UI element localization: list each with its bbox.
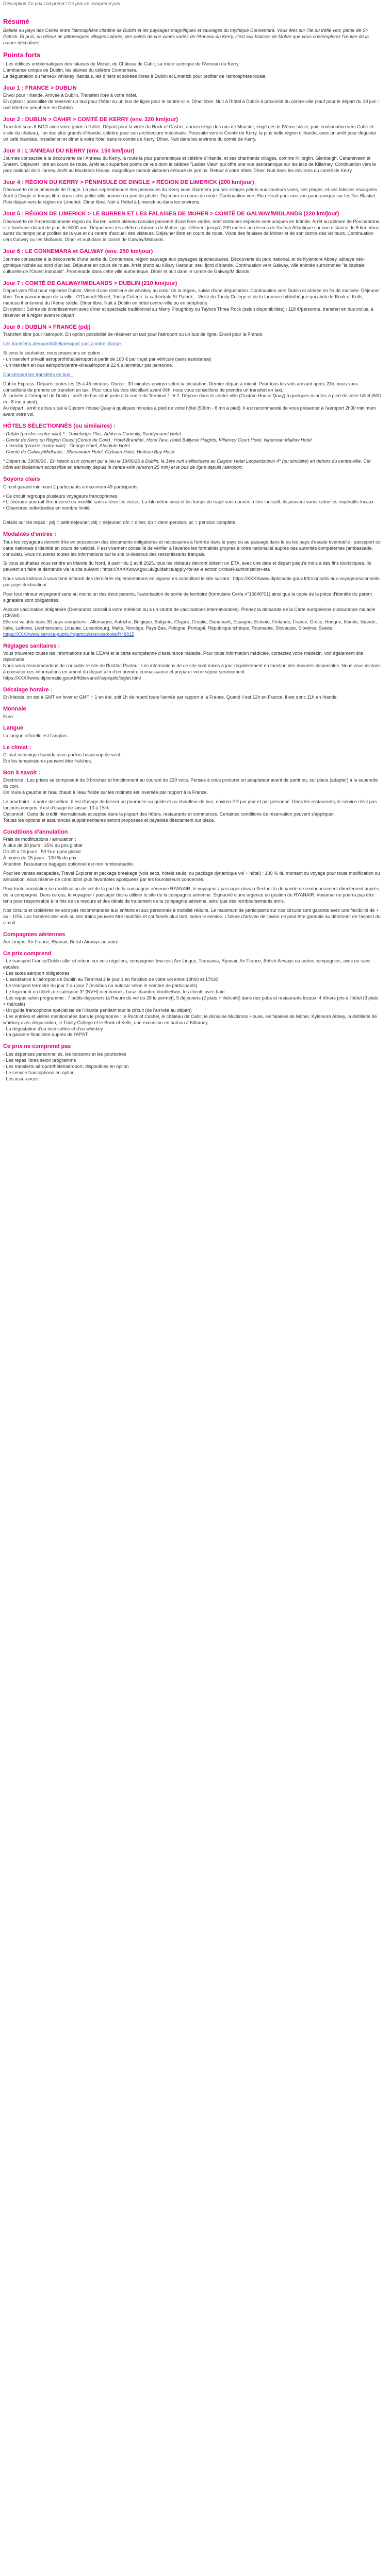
prix-comprend-item: - Un guide francophone spécialiste de l'Irlande pendant tout le circuit (de l'arrivée au départ)	[3, 1007, 192, 1013]
day-text: Découverte de l'impressionnante région du Burren, vaste plateau calcaire parsemé d'une flore variée, dont certaines espèces sont uniques en Irlande. Arrêt au dolmen de Poulnabrone, site funéraire datant de plus de 5000 ans. Départ vers les célèbres falaises de Moher, qui s'élèvent jusqu'à 200 mètres au-dessus de l'océan Atlantique sur une distance de 8 km. Vous aurez du temps pour profiter de la vue et du centre d'accueil des visiteurs. Déjeuner libre en cours de route. Visite des falaises de Moher et de son centre des visiteurs. Continuation vers Galway ou les Midlands. Dîner et nuit dans le comté de Galway/Midlands.	[3, 218, 381, 243]
reglages-heading: Réglages sanitaires :	[3, 643, 60, 650]
monnaie-heading: Monnaie	[3, 706, 26, 713]
climat-heading: Le climat :	[3, 744, 31, 751]
langue-section	[3, 725, 382, 739]
resume-heading: Résumé	[3, 17, 29, 25]
reglages-section	[3, 643, 382, 682]
bon-savoir-text: Électricité : Les prises se composent de 3 broches et fonctionnent au courant de 220 volts. Pensez à vous procurer un adaptateur avant de partir ou, sur place (adapter) à la superette du coin. On roule à gauche et l'eau chaud à l'eau froide sur les robinets est inversée par rapport à la France.	[3, 777, 378, 795]
day-heading: Jour 1 : FRANCE > DUBLIN	[3, 84, 77, 91]
soyons-clairs-section	[3, 476, 382, 526]
prix-comprend-heading: Ce prix comprend	[3, 950, 52, 957]
day-text: Envol pour l'Irlande. Arrivée à Dublin. Transfert libre à votre hôtel. En option : possibilité de réserver un taxi pour l'hôtel ou un bus de ligne pour le centre-ville. Dîner libre. Nuit à l'hôtel à Dublin à proximité du centre-ville (sauf pour le départ du 19 juin : nuit hôtel en périphérie de Dublin).	[3, 93, 379, 111]
points-forts-heading: Points forts	[3, 51, 41, 59]
reglages-text: Vous trouverez toutes les informations sur la CEAM et la carte européenne d'assurance maladie. Pour toute information médicale, contactez votre médecin, voir également site diplomatie. Nous vous recommandons de consulter le site de l'Institut Pasteur. Les informations de ce site sont mises à jour régulièrement en fonction des données disponibles. Nous vous invitons à consulter ces informations en amont du départ afin d'en prendre connaissance et préparer votre séjour sereinement. https://XXXXwww.diplomatie.gouv.fr/fdiier/ans/l/is/ploplic/loglet.html	[3, 651, 381, 681]
meal-details: Détails sur les repas : pdj = petit-déjeuner, déj = déjeuner, dîn = dîner, dp = demi-pension, pc = pension complète.	[3, 520, 237, 526]
prix-comprend-section	[3, 951, 382, 1039]
itinerary-day-6	[3, 248, 382, 275]
langue-heading: Langue	[3, 725, 24, 732]
monnaie-text: Euro	[3, 714, 13, 719]
formalites-countries: Elle est valable dans 30 pays européens : Allemagne, Autriche, Belgique, Bulgarie, Chypre, Croatie, Danemark, Espagne, Estonie, Finlande, France, Grèce, Hongrie, Irlande, Islande, Italie, Lettonie, Liechtenstein, Lituanie, Luxembourg, Malte, Norvège, Pays-Bas, Pologne, Portugal, République tchèque, Roumanie, Slovaquie, Slovénie, Suède.	[3, 619, 377, 631]
prix-ne-comprend-item: - Les transferts aéroport/hôtel/aéroport, disponibles en option	[3, 1063, 129, 1069]
compagnies-heading: Compagnies aériennes	[3, 931, 66, 938]
soyons-clairs-item: • Ce circuit regroupe plusieurs voyageurs francophones.	[3, 493, 119, 499]
bon-savoir-text-2: Le pourboire : à votre discrétion. Il est d'usage de laisser un pourboire au guide et au chauffeur de bus, environ 2 € par jour et par personne. Dans les restaurants, le service n'est pas toujours compris, il est d'usage de laisser 10 à 15%. Optionnel : Carte de crédit internationale acceptée dans la plupart des hôtels, restaurants et commerces. Certaines conditions de réservation peuvent s'appliquer. Toutes les options et assurances supplémentaires seront proposées et payables directement sur place.	[3, 799, 377, 823]
day-text: Transfert libre pour l'aéroport. En option possibilité de réserver un taxi pour l'aéroport ou un bus de ligne. Envol pour la France.	[3, 331, 264, 337]
monnaie-section	[3, 706, 382, 720]
climat-text: Climat océanique humide avec parfois beaucoup de vent. Été les températures peuvent être fraîches.	[3, 752, 122, 764]
soyons-clairs-item: • L'itinéraire pourrait être inversé ou modifié sans altérer les visites. La kilométrie ainsi et les temps de trajet sont donnés à titre indicatif, ils peuvent varier selon les impératifs locaux.	[3, 499, 375, 505]
itinerary-day-8	[3, 324, 382, 338]
prix-comprend-item: - Les repas selon programme : 7 petits-déjeuners (à l'heure du vol du 28 le permet), 5 déjeuners (2 plats + thé/café) dans des pubs et restaurants locaux, 4 dîners pris à l'hôtel (3 plats + thé/café)	[3, 995, 379, 1007]
page	[0, 0, 385, 1085]
day-heading: Jour 2 : DUBLIN > CAHIR > COMTÉ DE KERRY (env. 320 km/jour)	[3, 116, 178, 123]
prix-comprend-item: - Les entrées et visites mentionnées dans le programme : le Rock of Cashel, le château de Cahir, le domaine Muckross House, les falaises de Moher, Kylemore Abbey, la distillerie de whiskey avec dégustation, le Trinity College et le Book of Kells, une excursion en bateau à Killarney	[3, 1013, 377, 1025]
formalites-heading: Modalités d'entrée :	[3, 531, 56, 538]
soyons-clairs-intro: Circuit garanti minimum 2 participants à maximum 49 participants	[3, 484, 138, 489]
conditions-text-3: Pour toute annulation ou modification de vol de la part de la compagnie aérienne RYANAIR, le voyageur / passager devra effectuer la demande de remboursement directement auprès de la compagnie. Dans ce cas, le voyageur / passager devra utiliser le site de la compagnie aérienne. Signaurié d'une urgence en gestion de RYANAIR. Voyamar ne pourra pas être tenu pour responsable à la fois de ce recours et des délais de traitement de la compagnie aérienne, ainsi que des remboursements émis.	[3, 886, 379, 904]
hotels-heading: HÔTELS SÉLECTIONNÉS (ou similaires) :	[3, 423, 116, 430]
prix-comprend-item: - L'assistance à l'aéroport de Dublin au Terminal 2 le jour 1 en fonction de votre vol entre 10h00 et 17h30	[3, 976, 219, 982]
itinerary-day-2	[3, 116, 382, 143]
prix-comprend-item: - Le logement en hôtels de catégorie 3* (NVH) mentionnés, base chambre double/twin, les clients avec bain	[3, 989, 225, 994]
day-text: Transfert sous 6 BOD avec votre guide à l'hôtel. Départ pour la visite du Rock of Cashel, ancien siège des rois de Munster, érigé dès le IVème siècle, puis continuation vers Cahir et visite du château, l'un des plus grands d'Irlande, célèbre pour son architecture médiévale. Poursuite vers le Comté de Kerry, la plus belle région d'Irlande, avec un arrêt pour déguster un café irlandais. Installation et dîner à votre hôtel dans le comté de Kerry. Dîner. Nuit dans les environs du comté de Kerry.	[3, 124, 377, 142]
day-heading: Jour 3 : L'ANNEAU DU KERRY (env. 150 km/jour)	[3, 148, 135, 155]
hotel-item: - Comté de Kerry ou Région Ouest (Comté de Cork) : Hotel Brandon, Hotel Tara, Hotel Ballyroe Heights, Killarney Court Hotel, Hibernian Mallow Hotel	[3, 437, 312, 443]
breadcrumb: Description Ce prix comprend / Ce prix ne comprend pas	[3, 1, 120, 6]
day-heading: Jour 5 : RÉGION DE LIMERICK > LE BURREN ET LES FALAISES DE MOHER > COMTÉ DE GALWAY/MIDLANDS (220 km/jour)	[3, 211, 339, 217]
conditions-text-2: Pour les ventes escapades, Travel Explorer et package breakage (vols secs, hôtels seuls, ou package dynamique vol + hôtel) : 100 % du montant du voyage pour toute modification ou annulation, sous réserve de conditions plus favorables appliquées par les fournisseurs concernés.	[3, 870, 380, 882]
resume-section	[3, 18, 382, 46]
resume-text: Balade au pays des Celtes entre l'atmosphère citadine de Dublin et les paysages magnifiques et sauvages du mythique Connemara. Vous êtes sur l'île du trèfle vert, patrie de St-Patrick. Et puis, au détour de pittoresques villages colorés, des points de vue variés variés de l'Anneau du Kerry, c'est aux falaises de Moher que vous contemplerez l'œuvre de la nature déchaînée...	[3, 27, 369, 45]
hotel-item: - Dublin (proche centre-ville) * : Travelodge Plus, Address Connolly, Sandymount Hotel	[3, 431, 181, 436]
decalage-section	[3, 687, 382, 701]
bon-savoir-heading: Bon à savoir :	[3, 769, 41, 776]
prix-ne-comprend-item: - Les dépenses personnelles, les boissons et les pourboires	[3, 1051, 126, 1057]
day-heading: Jour 8 : DUBLIN > FRANCE (pdj)	[3, 324, 91, 330]
day-heading: Jour 4 : RÉGION DU KERRY > PÉNINSULE DE DINGLE > RÉGION DE LIMERICK (200 km/jour)	[3, 179, 254, 186]
formalites-section	[3, 531, 382, 638]
hotels-note: * Départ du 19/06/26 : En raison d'un concert qui a lieu le 19/06/26 à Dublin, la 1ère nuit s'effectuera au Clayton Hotel Leopardstown 4* (ou similaire) en dehors du centre-ville. Cet hôtel est facilement accessible en tramway depuis le centre-ville (environ 25 min) et le bus de ligne depuis l'aéroport.	[3, 459, 371, 470]
compagnies-text: Aer Lingus, Air France, Ryanair, British Airways ou autre	[3, 939, 119, 944]
points-forts-section	[3, 51, 382, 80]
climat-section	[3, 744, 382, 765]
conditions-text: Frais de modifications / annulation : À plus de 30 jours : 35% du prix global De 30 à 15 jours : 50 % du prix global À moins de 15 jours : 100 % du prix Attention, l'assurance bagages optionnel est non remboursable.	[3, 836, 134, 867]
itinerary-day-5	[3, 211, 382, 243]
formalites-text: Tous les voyageurs devront être en possession des documents obligatoires et nécessaires à l'entrée dans le pays ou au passage dans le ou les pays d'escale éventuelle : passeport ou carte nationale d'identité en cours de validité. Il est vivement conseillé de vérifier à l'avance les formalités propres à votre nationalité auprès des autorités compétentes (ambassade, consulat). Vous trouverez toutes les informations sur le site ci-dessous des ressortissants français.	[3, 539, 381, 557]
itinerary-day-3	[3, 148, 382, 174]
transfers-text: Si vous le souhaitez, nous proposons en option : - un transfert privatif aéroport/hôtel/aéroport à partir de 160 € par trajet par véhicule (sans assistance) - un transfert en bus aéroport/centre-ville/aéroport à 22 € aller/retour par personne.	[3, 350, 211, 368]
prix-comprend-item: - Les taxes aéroport obligatoires	[3, 970, 70, 976]
itinerary-day-4	[3, 179, 382, 206]
formalites-site: Aucune vaccination obligatoire (Demandez conseil à votre médecin ou à un centre de vaccinations internationales). Prenez la demande de la Carte européenne d'assurance maladie (CEAM) :	[3, 607, 376, 619]
hotels-section	[3, 423, 382, 471]
formalites-minors: Pour tout mineur voyageant sans au moins un des deux parents, l'autorisation de sortie de territoire (formulaire Cerfa n°15646*01) ainsi que la copie de la pièce d'identité du parent signataire sont obligatoires.	[3, 591, 372, 603]
hotel-item: - Comté de Galway/Midlands : Shearwater Hotel, Clybaun Hotel, Hodson Bay Hotel	[3, 449, 174, 455]
transfers-section	[3, 341, 382, 418]
conditions-section	[3, 829, 382, 926]
conditions-heading: Conditions d'annulation	[3, 828, 68, 835]
itinerary-day-1	[3, 85, 382, 111]
transfers-heading-link[interactable]: Les transferts aéroport/hôtel/aéroport sont à votre charge.	[3, 341, 122, 346]
day-text: Journée consacrée à la découverte de l'Anneau du Kerry, la route la plus panoramique et célèbre d'Irlande, et ses charmants villages, comme Killorglin, Glenbeigh, Cahersiveen et Sneem. Déjeuner libre en cours de route. Arrêt aux superbes points de vue dont le célèbre "Ladies View" qui offre une vue panoramique sur les lacs de Killarney. Continuation vers le parc national de Killarney. Arrêt au Muckross House, magnifique manoir victorien entouré de jardins. Retour à votre hôtel. Dîner. Nuit dans les environs du comté de Kerry.	[3, 156, 376, 174]
ceam-link[interactable]: https://XXXXwww.service-public.fr/particuliers/vosdroits/R48815	[3, 632, 135, 637]
day-text: Journée consacrée à la découverte d'une partie du Connemara, région sauvage aux paysages spectaculaires. Découverte du parc national, et de Kylemore Abbey, abbaye néo-gothique nichée au bord d'un lac. Déjeuner en cours de route. Arrêt photo au Killary Harbour, seul fjord d'Irlande. Continuation vers Galway, ville animée surnommée "la capitale culturelle de l'Ouest irlandais". Promenade dans cette ville authentique. Dîner et nuit dans le comté de Galway/Midlands.	[3, 256, 365, 274]
decalage-text: En Irlande, on est à GMT en hiver et GMT + 1 en été, soit 1h de retard toute l'année par rapport à la France. Quand il est 12h en France, il est donc 11h en Irlande.	[3, 694, 338, 700]
day-text: Découverte de la péninsule de Dingle. La plus septentrionale des péninsules du Kerry vous charmera par ses villages peints aux couleurs vives, ses plages, et ses falaises escarpées. Arrêt à Dingle et temps libre dans cette petite ville animée du port de pêche. Déjeuner en cours de route. Continuation vers Slea Head pour une vue panoramique sur les îles Blasket. Puis départ vers la région de Limerick. Dîner libre. Nuit à l'hôtel à Limerick ou dans les environs.	[3, 187, 379, 205]
soyons-clairs-item: • Chambres individuelles en nombre limité.	[3, 505, 91, 511]
formalites-nationals: Nous vous invitons à vous tenir informé des dernières réglementations en vigueur en consultant le site suivant : https://XXXXwww.diplomatie.gouv.fr/fr/conseils-aux-voyageurs/conseils-par-pays-destination/	[3, 576, 381, 588]
formalites-eta: Si vous souhaitez vous rendre en Irlande du Nord, à partir du 2 avril 2025, tous les visiteurs devront obtenir un ETA, avec une date et départ jusqu'à mois à des fins touristiques. Ils peuvent en faire la demande via le site suivant : https://XXXXwww.gov.uk/guidance/apply-for-an-electronic-travel-authorisation-eta	[3, 561, 371, 572]
prix-ne-comprend-item: - Le service francophone en option	[3, 1070, 75, 1075]
points-forts-item: - Les édifices emblématiques des falaises de Moher, du Château de Cahir, sa route scénique de l'Anneau du Kerry.	[3, 61, 240, 67]
itinerary-day-7	[3, 280, 382, 319]
compagnies-section	[3, 931, 382, 945]
day-text: Départ vers l'Est pour rejoindre Dublin. Visite d'une distillerie de whiskey au cœur de la région, suivie d'une dégustation. Continuation vers Dublin et arrivée en fin de matinée. Déjeuner libre. Tour panoramique de la ville : O'Connell Street, Trinity College, la cathédrale St-Patrick... Visite du Trinity College et de la fameuse bibliothèque qui abrite le Book of Kells, manuscrit enluminé du IXème siècle. Dîner libre. Nuit à Dublin en hôtel centre-ville ou en périphérie. En option : Soirée de divertissement avec dîner et spectacle traditionnel au Merry Ploughboy ou Taylors Three Rock (selon disponibilités) : 118 €/personne, transfert en bus inclus, à réserver et à régler avant le départ.	[3, 287, 380, 318]
prix-ne-comprend-item: - Les repas libres selon programme	[3, 1057, 76, 1063]
day-heading: Jour 7 : COMTÉ DE GALWAY/MIDLANDS > DUBLIN (210 km/jour)	[3, 280, 177, 286]
prix-comprend-item: - La garantie financière auprès de l'APST	[3, 1032, 88, 1038]
prix-comprend-item: - Le transport terrestre du jour 2 au jour 7 (minibus ou autocar selon le nombre de participants)	[3, 982, 198, 988]
hotel-item: - Limerick (proche centre-ville) : George Hotel, Absolute Hotel	[3, 443, 130, 449]
soyons-clairs-heading: Soyons clairs	[3, 476, 40, 483]
decalage-heading: Décalage horaire :	[3, 687, 53, 693]
prix-comprend-item: - La dégustation d'un irish coffee et d'un whiskey	[3, 1026, 103, 1031]
prix-ne-comprend-heading: Ce prix ne comprend pas	[3, 1043, 71, 1050]
conditions-text-4: Nos circuits et croisières ne sont pas recommandés aux enfants et aux personnes à mobilité réduite. Le maximum de participants sur nos circuits sont garantis avec une flexibilité de + ou - 10%. Les horaires des vols ou des trains peuvent être modifiés et confirmés plus tard, selon le service. L'heure d'arrivée de l'avion ne peut être garantie au détriment de l'aspect du circuit.	[3, 907, 381, 925]
transfers-bus-text: Dublin Express. Départs toutes les 15 à 45 minutes. Durée : 30 minutes environ selon la circulation. Dernier départ à minuit. Pour tous les vols arrivant après 23h, nous vous conseillons de prendre un transfert en taxi. Pour tous les vols décollant avant 06h, nous vous conseillons de prendre un transfert en taxi. À l'arrivée à l'aéroport de Dublin : arrêt de bus situé juste à la sortie du Terminal 1 et 2. Dépose dans le centre-ville (Custom House Quay) à quelques minutes à pied de votre hôtel (500 m - 8 mn à pied). Au départ : arrêt de bus situé à Custom House Quay à quelques minutes à pied de votre hôtel (500m - 8 mn à pied). Il est recommandé de vous présenter à l'aéroport 2h30 minimum avant votre vol.	[3, 381, 381, 417]
points-forts-item: L'ambiance unique de Dublin, les plaines du célèbre Connemara.	[3, 67, 137, 73]
bon-savoir-section	[3, 770, 382, 824]
transfers-bus-heading[interactable]: Concernant les transferts en bus :	[3, 371, 73, 377]
prix-ne-comprend-item: - Les assurances	[3, 1076, 39, 1081]
prix-ne-comprend-section	[3, 1043, 382, 1082]
langue-text: La langue officielle est l'anglais.	[3, 733, 69, 738]
prix-comprend-item: - Le transport France/Dublin aller et retour, sur vols réguliers, compagnies low-cost Aer Lingus, Transavia, Ryanair, Air France, British Airways ou autres compagnies, avec ou sans escales	[3, 958, 371, 970]
day-heading: Jour 6 : LE CONNEMARA et GALWAY (env. 250 km/jour)	[3, 248, 153, 255]
points-forts-item: La dégustation du fameux whiskey irlandais, les dîners et soirées libres à Dublin et Limerick pour profiter de l'atmosphère locale.	[3, 74, 267, 79]
